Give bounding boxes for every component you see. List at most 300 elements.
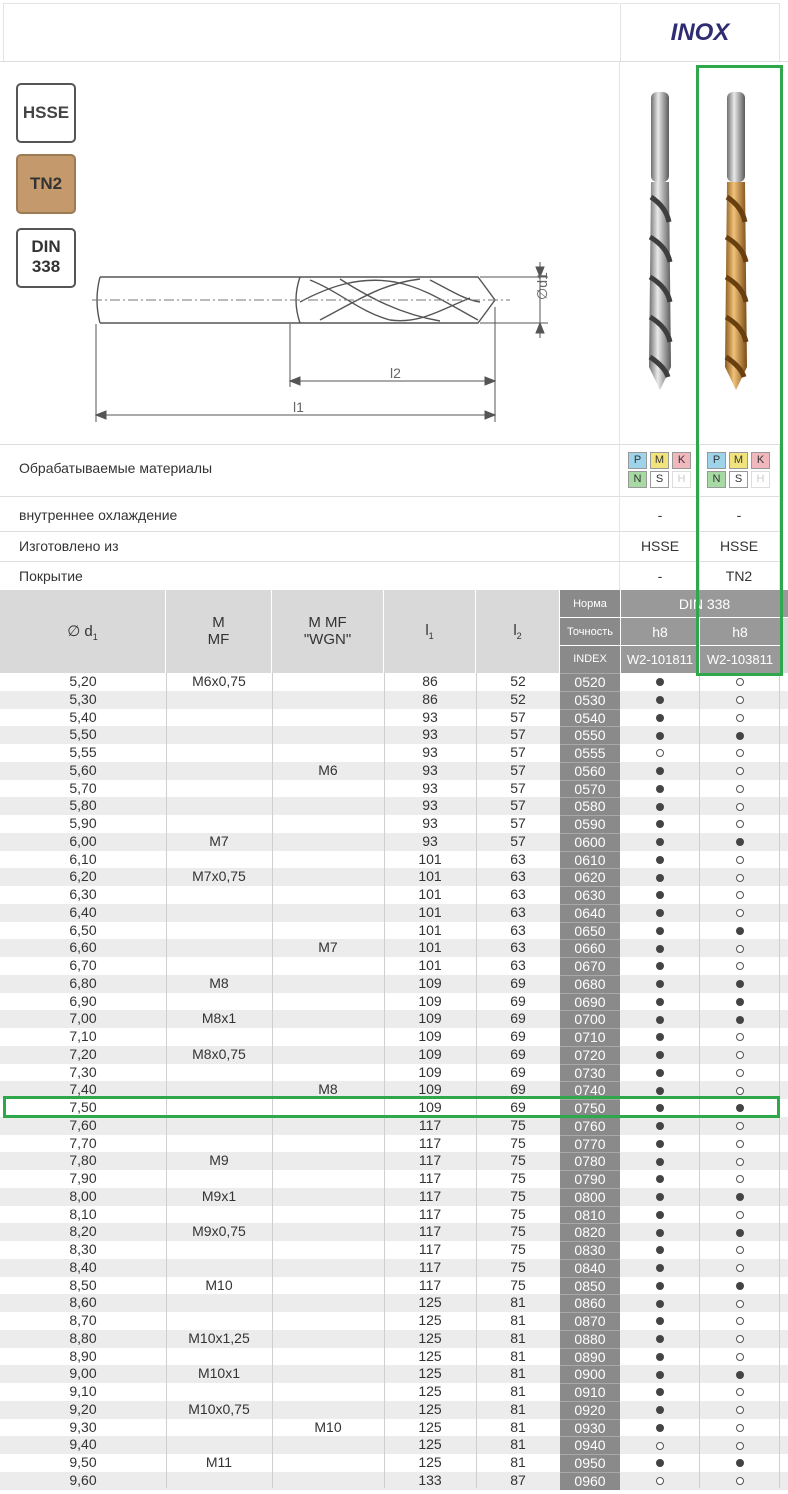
- cell-m-mf-wgn: [272, 1064, 384, 1082]
- cell-m-mf-wgn: [272, 1028, 384, 1046]
- cell-m-mf: [166, 780, 272, 798]
- cell-l2: 63: [510, 850, 526, 867]
- norm-label: Норма: [560, 590, 620, 618]
- cell-l1: 93: [422, 744, 438, 760]
- cell-l2: 57: [510, 726, 526, 743]
- cell-m-mf: [166, 1312, 272, 1330]
- available-dot-icon: [656, 980, 664, 988]
- table-row[interactable]: [0, 1383, 788, 1401]
- cell-l1: 93: [422, 761, 438, 778]
- cell-l1: 101: [418, 957, 442, 973]
- availability-cell: [699, 939, 780, 957]
- cell-m-mf: [166, 1294, 272, 1312]
- table-row[interactable]: [0, 1223, 788, 1241]
- availability-cell: [620, 1419, 699, 1437]
- availability-cell: [620, 975, 699, 993]
- available-dot-icon: [656, 1193, 664, 1201]
- cell-m-mf: [166, 1472, 272, 1490]
- available-dot-icon: [656, 945, 664, 953]
- availability-cell: [699, 1206, 780, 1224]
- cell-m-mf: M7x0,75: [192, 868, 246, 885]
- table-row[interactable]: [0, 1206, 788, 1224]
- cell-d1: 8,20: [69, 1223, 97, 1240]
- cell-m-mf: [166, 1117, 272, 1135]
- cell-m-mf-wgn: [272, 868, 384, 886]
- available-dot-icon: [656, 1211, 664, 1219]
- table-row[interactable]: [0, 1294, 788, 1312]
- available-dot-icon: [736, 838, 744, 846]
- cell-l1: 101: [418, 903, 442, 920]
- cell-m-mf: [166, 709, 272, 727]
- cell-index: 0900: [560, 1365, 620, 1383]
- cell-l2: 63: [510, 868, 526, 885]
- brand-title: INOX: [620, 3, 780, 61]
- table-row[interactable]: [0, 886, 788, 904]
- cell-l2: 69: [510, 1028, 526, 1044]
- availability-cell: [620, 797, 699, 815]
- cell-index: 0590: [560, 815, 620, 833]
- availability-cell: [699, 833, 780, 851]
- availability-cell: [699, 904, 780, 922]
- table-row[interactable]: [0, 868, 788, 886]
- selected-row-highlight: [3, 1096, 780, 1118]
- on-request-dot-icon: [736, 1033, 744, 1041]
- table-row[interactable]: [0, 1241, 788, 1259]
- availability-cell: [699, 1454, 780, 1472]
- available-dot-icon: [656, 1371, 664, 1379]
- table-row[interactable]: [0, 1330, 788, 1348]
- cell-l2: 75: [510, 1134, 526, 1151]
- availability-cell: [699, 1436, 780, 1454]
- cell-m-mf-wgn: [272, 691, 384, 709]
- col-header-l2-sub: 2: [516, 631, 522, 641]
- availability-cell: [620, 1170, 699, 1188]
- cell-m-mf: M10x1,25: [188, 1329, 250, 1346]
- cell-d1: 5,80: [69, 797, 97, 814]
- availability-cell: [620, 851, 699, 869]
- availability-cell: [699, 691, 780, 709]
- table-row[interactable]: [0, 762, 788, 780]
- availability-cell: [620, 1117, 699, 1135]
- availability-cell: [699, 1028, 780, 1046]
- table-row[interactable]: [0, 1401, 788, 1419]
- grid-line: [166, 673, 167, 1488]
- table-row[interactable]: [0, 726, 788, 744]
- cell-index: 0630: [560, 886, 620, 904]
- cell-m-mf: [166, 957, 272, 975]
- cooling-value-2: -: [736, 507, 742, 523]
- cell-m-mf: M10x1: [197, 1365, 241, 1382]
- availability-cell: [699, 1419, 780, 1437]
- cell-l2: 75: [510, 1187, 526, 1204]
- available-dot-icon: [656, 785, 664, 793]
- cell-l1: 117: [418, 1276, 442, 1293]
- availability-cell: [620, 1188, 699, 1206]
- cell-m-mf-wgn: [272, 886, 384, 904]
- cell-l2: 75: [510, 1276, 526, 1293]
- cell-l1: 109: [418, 1099, 442, 1115]
- cell-d1: 8,90: [69, 1347, 97, 1364]
- cell-d1: 8,70: [69, 1312, 97, 1328]
- material-n-tag: N: [707, 471, 726, 488]
- cell-l1: 86: [422, 673, 438, 689]
- table-row[interactable]: [0, 922, 788, 940]
- cell-l1: 117: [418, 1223, 442, 1240]
- table-row[interactable]: [0, 833, 788, 851]
- available-dot-icon: [736, 1371, 744, 1379]
- available-dot-icon: [736, 1459, 744, 1467]
- cell-index: 0650: [560, 922, 620, 940]
- on-request-dot-icon: [736, 1388, 744, 1396]
- on-request-dot-icon: [736, 856, 744, 864]
- on-request-dot-icon: [736, 1051, 744, 1059]
- availability-cell: [699, 886, 780, 904]
- cell-l2: 81: [510, 1329, 526, 1346]
- availability-cell: [620, 1330, 699, 1348]
- grid-line: [272, 673, 273, 1488]
- material-n-tag: N: [628, 471, 647, 488]
- cell-m-mf: [166, 922, 272, 940]
- cell-l1: 117: [418, 1187, 442, 1204]
- cell-m-mf: M10: [205, 1276, 233, 1293]
- cell-m-mf: [166, 691, 272, 709]
- availability-cell: [620, 833, 699, 851]
- on-request-dot-icon: [736, 696, 744, 704]
- table-row[interactable]: [0, 1348, 788, 1366]
- availability-cell: [699, 1010, 780, 1028]
- col-header-l1: [384, 590, 476, 673]
- table-row[interactable]: [0, 691, 788, 709]
- cell-l2: 52: [510, 673, 526, 689]
- cell-m-mf: M11: [205, 1454, 233, 1470]
- cell-index: 0610: [560, 851, 620, 869]
- on-request-dot-icon: [736, 1211, 744, 1219]
- cell-index: 0540: [560, 709, 620, 727]
- cell-l1: 117: [418, 1116, 442, 1133]
- cooling-row: [0, 496, 780, 531]
- cell-index: 0620: [560, 868, 620, 886]
- cell-l1: 101: [418, 868, 442, 885]
- cooling-value-1: -: [657, 507, 663, 523]
- cell-d1: 5,60: [69, 761, 97, 778]
- availability-cell: [699, 1135, 780, 1153]
- col-header-l2-text: l: [513, 622, 517, 639]
- grid-line: [384, 673, 385, 1488]
- available-dot-icon: [656, 803, 664, 811]
- availability-cell: [699, 797, 780, 815]
- cell-d1: 8,00: [69, 1187, 97, 1204]
- availability-cell: [620, 1277, 699, 1295]
- table-row[interactable]: [0, 1188, 788, 1206]
- table-row[interactable]: [0, 1436, 788, 1454]
- cell-index: 0830: [560, 1241, 620, 1259]
- availability-cell: [699, 1472, 780, 1490]
- cell-l1: 93: [422, 832, 438, 849]
- cell-m-mf: M8x0,75: [192, 1045, 246, 1062]
- index-value-2[interactable]: W2-103811: [699, 646, 780, 673]
- table-row[interactable]: [0, 1419, 788, 1437]
- available-dot-icon: [656, 1051, 664, 1059]
- availability-cell: [699, 975, 780, 993]
- cell-index: 0710: [560, 1028, 620, 1046]
- cell-m-mf-wgn: [272, 1472, 384, 1490]
- cell-l2: 63: [510, 886, 526, 902]
- cell-l2: 63: [510, 939, 526, 956]
- cell-m-mf-wgn: M8: [318, 1081, 338, 1098]
- cell-d1: 6,50: [69, 921, 97, 938]
- availability-cell: [699, 726, 780, 744]
- availability-cell: [699, 1294, 780, 1312]
- table-header: [0, 590, 788, 673]
- cell-m-mf: [166, 851, 272, 869]
- cell-l2: 81: [510, 1454, 526, 1470]
- table-row[interactable]: [0, 1170, 788, 1188]
- cell-index: 0720: [560, 1046, 620, 1064]
- cell-d1: 7,60: [69, 1116, 97, 1133]
- on-request-dot-icon: [736, 785, 744, 793]
- cell-m-mf: M9x0,75: [192, 1223, 246, 1240]
- cell-d1: 7,20: [69, 1045, 97, 1062]
- material-h-tag: H: [672, 471, 691, 488]
- cell-l1: 117: [418, 1170, 442, 1186]
- cell-l1: 125: [418, 1365, 442, 1382]
- tolerance-value-1: h8: [620, 618, 699, 646]
- cell-l2: 57: [510, 744, 526, 760]
- table-row[interactable]: [0, 1454, 788, 1472]
- cell-d1: 8,10: [69, 1205, 97, 1222]
- table-row[interactable]: [0, 1259, 788, 1277]
- cell-m-mf-wgn: [272, 709, 384, 727]
- available-dot-icon: [656, 1282, 664, 1290]
- col-header-mmf: [272, 590, 384, 673]
- cell-index: 0570: [560, 780, 620, 798]
- cell-l1: 117: [418, 1152, 442, 1169]
- table-row[interactable]: [0, 1365, 788, 1383]
- table-row[interactable]: [0, 815, 788, 833]
- availability-cell: [699, 1330, 780, 1348]
- l2-label: l2: [390, 365, 401, 381]
- table-row[interactable]: [0, 1028, 788, 1046]
- col-header-m-line1: M: [212, 614, 225, 631]
- available-dot-icon: [656, 820, 664, 828]
- availability-cell: [620, 957, 699, 975]
- table-row[interactable]: [0, 975, 788, 993]
- cell-l1: 133: [418, 1471, 442, 1488]
- available-dot-icon: [656, 696, 664, 704]
- material-s-tag: S: [729, 471, 748, 488]
- cell-l1: 109: [418, 1028, 442, 1044]
- cell-l2: 75: [510, 1258, 526, 1275]
- cell-l1: 109: [418, 992, 442, 1009]
- availability-cell: [699, 1117, 780, 1135]
- cell-l2: 69: [510, 1010, 526, 1027]
- available-dot-icon: [656, 1122, 664, 1130]
- cell-m-mf-wgn: [272, 1170, 384, 1188]
- col-header-m-line2: MF: [207, 631, 230, 648]
- availability-cell: [699, 815, 780, 833]
- table-row[interactable]: [0, 709, 788, 727]
- cell-m-mf-wgn: [272, 1312, 384, 1330]
- cell-d1: 9,20: [69, 1400, 97, 1417]
- availability-cell: [699, 1348, 780, 1366]
- table-row[interactable]: [0, 797, 788, 815]
- cell-l2: 75: [510, 1241, 526, 1257]
- table-row[interactable]: [0, 1152, 788, 1170]
- available-dot-icon: [736, 732, 744, 740]
- table-row[interactable]: [0, 1064, 788, 1082]
- cell-d1: 7,30: [69, 1063, 97, 1080]
- availability-cell: [699, 1365, 780, 1383]
- available-dot-icon: [656, 1264, 664, 1272]
- cell-l2: 63: [510, 957, 526, 973]
- available-dot-icon: [736, 998, 744, 1006]
- cell-l2: 57: [510, 761, 526, 778]
- availability-cell: [620, 1206, 699, 1224]
- available-dot-icon: [656, 1140, 664, 1148]
- cell-index: 0550: [560, 726, 620, 744]
- on-request-dot-icon: [736, 1477, 744, 1485]
- cell-l2: 57: [510, 832, 526, 849]
- table-row[interactable]: [0, 1312, 788, 1330]
- cell-l1: 125: [418, 1418, 442, 1435]
- table-row[interactable]: [0, 1277, 788, 1295]
- tolerance-value-2: h8: [699, 618, 780, 646]
- index-value-1[interactable]: W2-101811: [620, 646, 699, 673]
- cell-l1: 125: [418, 1312, 442, 1328]
- cell-l2: 81: [510, 1365, 526, 1382]
- on-request-dot-icon: [736, 1246, 744, 1254]
- cell-l2: 81: [510, 1347, 526, 1364]
- material-s-tag: S: [650, 471, 669, 488]
- table-row[interactable]: [0, 1472, 788, 1490]
- cell-d1: 5,20: [69, 673, 97, 689]
- cell-d1: 6,70: [69, 957, 97, 973]
- cell-index: 0730: [560, 1064, 620, 1082]
- table-row[interactable]: [0, 673, 788, 691]
- cell-l2: 57: [510, 779, 526, 796]
- availability-cell: [620, 1241, 699, 1259]
- table-row[interactable]: [0, 993, 788, 1011]
- on-request-dot-icon: [736, 1406, 744, 1414]
- cell-d1: 5,30: [69, 690, 97, 707]
- table-row[interactable]: [0, 1135, 788, 1153]
- cell-m-mf-wgn: [272, 975, 384, 993]
- material-badge: HSSE: [16, 83, 76, 143]
- cell-l1: 109: [418, 1081, 442, 1098]
- cell-d1: 8,50: [69, 1276, 97, 1293]
- cell-m-mf-wgn: [272, 815, 384, 833]
- table-row[interactable]: [0, 744, 788, 762]
- cell-l1: 125: [418, 1454, 442, 1470]
- cell-l2: 75: [510, 1116, 526, 1133]
- availability-cell: [699, 957, 780, 975]
- availability-cell: [699, 1312, 780, 1330]
- on-request-dot-icon: [736, 945, 744, 953]
- availability-cell: [620, 922, 699, 940]
- cell-d1: 7,00: [69, 1010, 97, 1027]
- cell-m-mf: M9x1: [201, 1187, 237, 1204]
- cell-m-mf-wgn: [272, 1454, 384, 1472]
- cell-m-mf-wgn: [272, 1436, 384, 1454]
- availability-cell: [620, 1028, 699, 1046]
- cell-l2: 81: [510, 1294, 526, 1311]
- availability-cell: [699, 1383, 780, 1401]
- cell-m-mf-wgn: M6: [318, 761, 338, 778]
- cell-d1: 5,40: [69, 708, 97, 725]
- cell-m-mf-wgn: [272, 904, 384, 922]
- col-header-d1-sub: 1: [92, 632, 98, 642]
- cell-m-mf: M8x1: [201, 1010, 237, 1027]
- cell-m-mf-wgn: [272, 744, 384, 762]
- cell-m-mf: [166, 904, 272, 922]
- cell-d1: 6,20: [69, 868, 97, 885]
- cell-m-mf-wgn: [272, 833, 384, 851]
- table-row[interactable]: [0, 1046, 788, 1064]
- table-row[interactable]: [0, 1010, 788, 1028]
- cell-m-mf-wgn: [272, 1152, 384, 1170]
- availability-cell: [620, 1152, 699, 1170]
- available-dot-icon: [656, 1335, 664, 1343]
- table-row[interactable]: [0, 1117, 788, 1135]
- cell-m-mf-wgn: [272, 993, 384, 1011]
- cell-m-mf: [166, 886, 272, 904]
- cell-m-mf: [166, 1028, 272, 1046]
- cell-index: 0690: [560, 993, 620, 1011]
- table-row[interactable]: [0, 904, 788, 922]
- l1-label: l1: [293, 399, 304, 415]
- table-row[interactable]: [0, 851, 788, 869]
- table-row[interactable]: [0, 957, 788, 975]
- availability-cell: [699, 709, 780, 727]
- cell-l2: 81: [510, 1383, 526, 1399]
- available-dot-icon: [656, 714, 664, 722]
- table-row[interactable]: [0, 939, 788, 957]
- cell-d1: 5,70: [69, 779, 97, 796]
- cell-d1: 9,40: [69, 1436, 97, 1453]
- cooling-label: внутреннее охлаждение: [19, 507, 178, 523]
- available-dot-icon: [736, 1016, 744, 1024]
- cell-m-mf-wgn: M10: [314, 1418, 342, 1435]
- availability-cell: [620, 1383, 699, 1401]
- cell-l1: 117: [418, 1205, 442, 1222]
- availability-cell: [620, 1401, 699, 1419]
- col-header-l1-sub: 1: [428, 631, 434, 641]
- cell-index: 0780: [560, 1152, 620, 1170]
- on-request-dot-icon: [736, 1424, 744, 1432]
- table-row[interactable]: [0, 780, 788, 798]
- cell-l1: 109: [418, 1045, 442, 1062]
- availability-cell: [620, 1348, 699, 1366]
- on-request-dot-icon: [736, 909, 744, 917]
- on-request-dot-icon: [736, 1335, 744, 1343]
- available-dot-icon: [656, 767, 664, 775]
- cell-index: 0930: [560, 1419, 620, 1437]
- cell-l2: 52: [510, 690, 526, 707]
- availability-cell: [620, 673, 699, 691]
- available-dot-icon: [656, 962, 664, 970]
- material-p-tag: P: [628, 452, 647, 469]
- cell-index: 0770: [560, 1135, 620, 1153]
- cell-l1: 125: [418, 1436, 442, 1453]
- cell-l2: 57: [510, 815, 526, 831]
- cell-m-mf: M9: [209, 1152, 229, 1169]
- cell-index: 0580: [560, 797, 620, 815]
- on-request-dot-icon: [736, 820, 744, 828]
- availability-cell: [620, 1365, 699, 1383]
- cell-index: 0820: [560, 1223, 620, 1241]
- available-dot-icon: [656, 1158, 664, 1166]
- cell-d1: 6,90: [69, 992, 97, 1009]
